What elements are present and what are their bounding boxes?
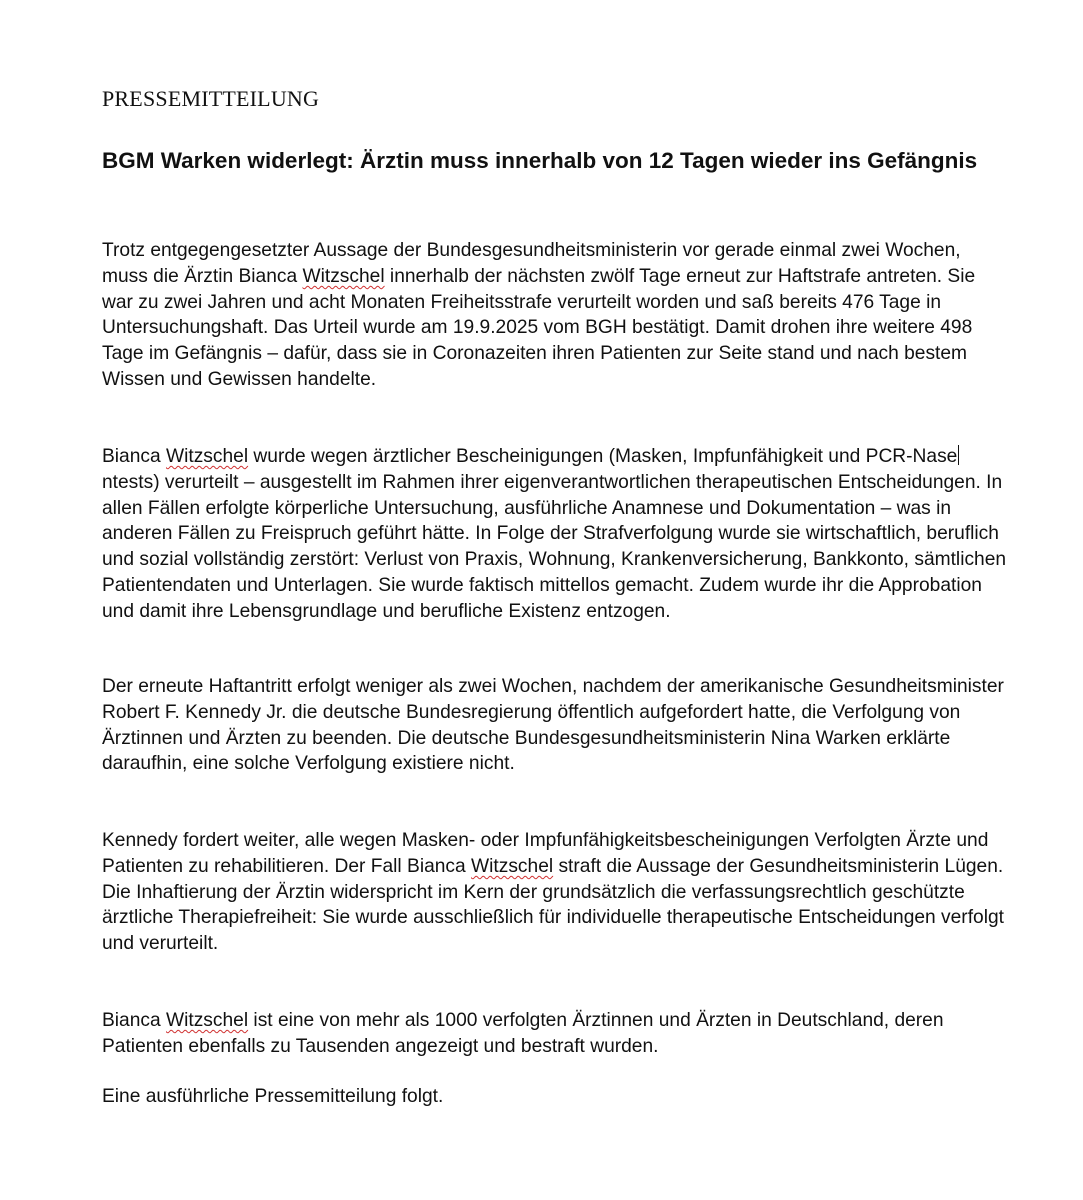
text-run: wurde wegen ärztlicher Bescheinigungen (Masken, Impfunfähigkeit und PCR-Nase [248,446,958,467]
text-run: ntests) verurteilt – ausgestellt im Rahmen ihrer eigenverantwortlichen therapeutischen Entscheidungen. In allen Fällen erfolgte körperliche Untersuchung, ausführliche Anamnese und Dokumentation – was in anderen Fällen zu Freispruch geführt hätte. In Folge der Strafverfolgung wurde sie wirtschaftlich, beruflich und sozial vollständig zerstört: Verlust von Praxis, Wohnung, Krankenversicherung, Bankkonto, sämtlichen Patientendaten und Unterlagen. Sie wurde faktisch mittellos gemacht. Zudem wurde ihr die Approbation und damit ihre Lebensgrundlage und berufliche Existenz entzogen. [102,471,1007,622]
text-run: ist eine von mehr als 1000 verfolgten Ärztinnen und Ärzten in Deutschland, deren Patienten ebenfalls zu Tausenden angezeigt und bestraft wurden. [102,1010,944,1057]
paragraph-3: Der erneute Haftantritt erfolgt weniger als zwei Wochen, nachdem der amerikanische Gesundheitsminister Robert F. Kennedy Jr. die deutsche Bundesregierung öffentlich aufgefordert hatte, die Verfolgung von Ärztinnen und Ärzten zu beenden. Die deutsche Bundesgesundheitsministerin Nina Warken erklärte daraufhin, eine solche Verfolgung existiere nicht. [102,676,1004,775]
paragraph-5 [102,1008,1007,1060]
misspelled-name[interactable]: Witzschel [302,265,385,287]
misspelled-name[interactable]: Witzschel [471,855,554,877]
text-cursor [958,445,959,465]
text-run: innerhalb der nächsten zwölf Tage erneut zur Haftstrafe antreten. Sie war zu zwei Jahren und acht Monaten Freiheitsstrafe verurteilt worden und saß bereits 476 Tage in Untersuchungshaft. Das Urteil wurde am 19.9.2025 vom BGH bestätigt. Damit drohen ihre weitere 498 Tage im Gefängnis – dafür, dass sie in Coronazeiten ihren Patienten zur Seite stand und nach bestem Wissen und Gewissen handelte. [102,265,976,390]
paragraph-1 [102,238,1007,393]
paragraph-2 [102,444,1007,625]
text-run: Kennedy fordert weiter, alle wegen Masken- oder Impfunfähigkeitsbescheinigungen Verfolgten Ärzte und Patienten zu rehabilitieren. Der Fall Bianca [102,830,989,877]
paragraph-4 [102,828,1007,957]
press-release-label: PRESSEMITTEILUNG [102,86,320,111]
text-run: Bianca [102,446,166,467]
paragraph-6: Eine ausführliche Pressemitteilung folgt. [102,1086,444,1107]
text-run: straft die Aussage der Gesundheitsministerin Lügen. Die Inhaftierung der Ärztin widerspricht im Kern der grundsätzlich die verfassungsrechtlich geschützte ärztliche Therapiefreiheit: Sie wurde ausschließlich für individuelle therapeutische Entscheidungen verfolgt und verurteilt. [102,855,1004,955]
misspelled-name[interactable]: Witzschel [166,446,249,467]
misspelled-name[interactable]: Witzschel [166,1010,249,1031]
text-run: Trotz entgegengesetzter Aussage der Bundesgesundheitsministerin vor gerade einmal zwei Wochen, muss die Ärztin Bianca [102,240,961,287]
text-run: Bianca [102,1010,166,1031]
headline: BGM Warken widerlegt: Ärztin muss innerhalb von 12 Tagen wieder ins Gefängnis [102,148,978,173]
